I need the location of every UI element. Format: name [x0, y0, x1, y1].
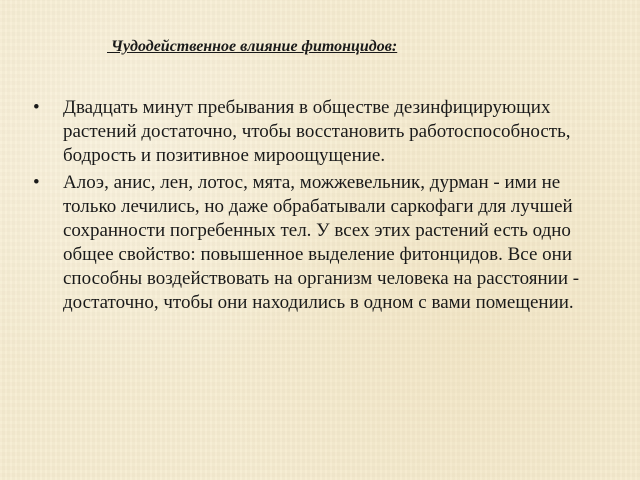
bullet-dot-icon: •	[33, 172, 40, 193]
bullet-text: Двадцать минут пребывания в обществе дезинфицирующих растений достаточно, чтобы восстановить работоспособность, бодрость и позитивное мироощущение.	[63, 97, 571, 166]
bullet-item	[30, 171, 610, 315]
bullet-list	[30, 96, 610, 318]
bullet-item	[30, 96, 610, 168]
bullet-text: Алоэ, анис, лен, лотос, мята, можжевельник, дурман - ими не только лечились, но даже обрабатывали саркофаги для лучшей сохранности погребенных тел. У всех этих растений есть одно общее свойство: повышенное выделение фитонцидов. Все они способны воздействовать на организм человека на расстоянии - достаточно, чтобы они находились в одном с вами помещении.	[63, 172, 580, 313]
slide-title: Чудодейственное влияние фитонцидов:	[107, 38, 398, 55]
bullet-dot-icon: •	[33, 97, 40, 118]
